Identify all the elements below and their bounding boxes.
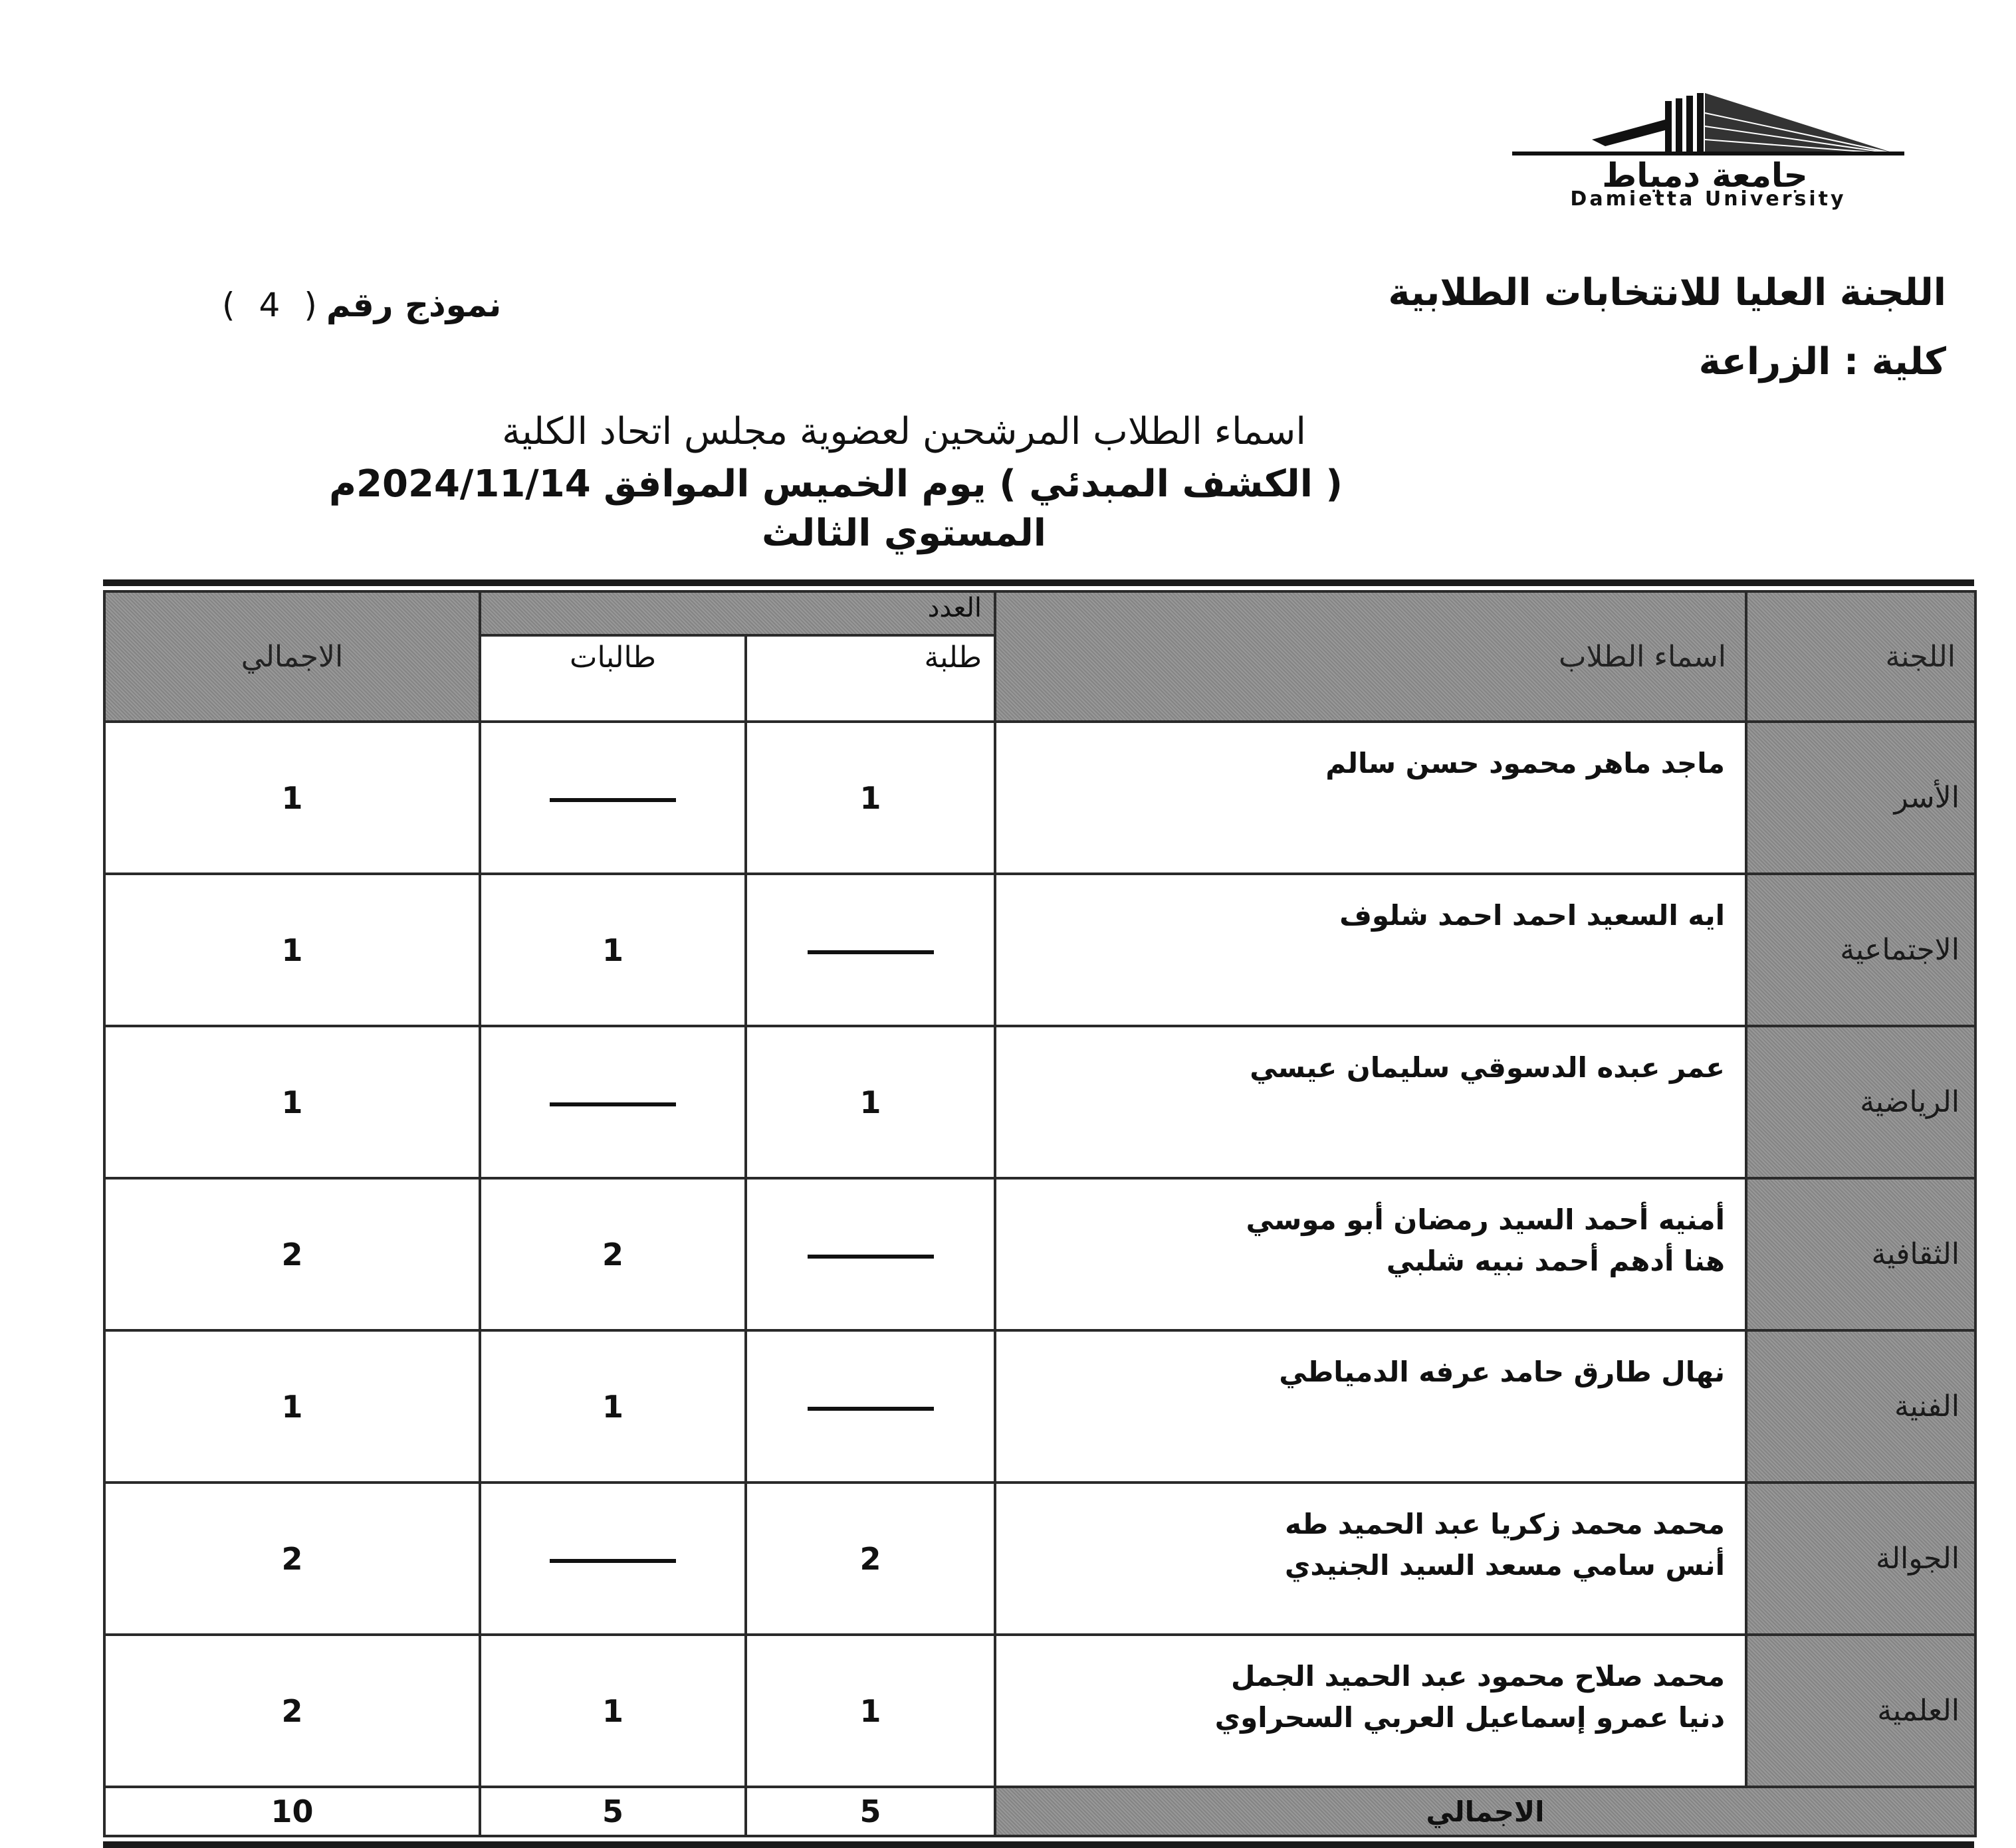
male-count: 1 [859, 1084, 881, 1120]
faculty-label: كلية [1871, 340, 1946, 383]
header-count: العدد [480, 591, 995, 635]
total-count: 1 [281, 932, 303, 968]
committee-cell: العلمية [1746, 1635, 1975, 1787]
student-name: محمد محمد زكريا عبد الحميد طه [1285, 1508, 1725, 1540]
total-count-cell [104, 722, 480, 874]
committee-title: اللجنة العليا للانتخابات الطلابية [1388, 271, 1946, 314]
student-name: محمد صلاح محمود عبد الحميد الجمل [1230, 1660, 1725, 1693]
student-name: عمر عبده الدسوقي سليمان عيسي [1250, 1051, 1725, 1084]
names-cell [995, 1330, 1746, 1483]
totals-male: 5 [746, 1787, 995, 1836]
totals-total: 10 [104, 1787, 480, 1836]
dash-placeholder [808, 1255, 934, 1259]
total-count: 1 [281, 1388, 303, 1425]
total-count-cell [104, 1178, 480, 1330]
female-count: 1 [602, 1693, 623, 1729]
total-count-cell [104, 1483, 480, 1635]
dash-placeholder [550, 798, 676, 802]
header-committee: اللجنة [1746, 591, 1975, 722]
dash-placeholder [550, 1559, 676, 1563]
title-line-3: المستوي الثالث [762, 512, 1046, 555]
male-count: 1 [859, 779, 881, 816]
female-count-cell [480, 722, 746, 874]
candidates-table [103, 590, 1977, 1837]
committee-cell: الاجتماعية [1746, 874, 1975, 1026]
committee-cell: الفنية [1746, 1330, 1975, 1483]
table-row [104, 874, 1975, 1026]
female-count-cell [480, 1483, 746, 1635]
total-count-cell [104, 874, 480, 1026]
male-count-cell [746, 874, 995, 1026]
male-count-cell [746, 1026, 995, 1178]
form-label: نموذج رقم [326, 286, 502, 324]
table-row [104, 1026, 1975, 1178]
female-count-cell [480, 874, 746, 1026]
faculty-name: الزراعة [1698, 340, 1831, 383]
form-number: 4 [259, 286, 280, 324]
header-names: اسماء الطلاب [995, 591, 1746, 722]
total-count: 1 [281, 1084, 303, 1120]
names-cell [995, 1635, 1746, 1787]
male-count-cell [746, 1330, 995, 1483]
totals-label: الاجمالي [995, 1787, 1975, 1836]
faculty-line: كلية : الزراعة [1698, 340, 1946, 383]
logo-arabic-text: جامعة دمياط [1602, 156, 1808, 195]
male-count-cell [746, 1635, 995, 1787]
table-row [104, 1635, 1975, 1787]
total-count: 2 [281, 1236, 303, 1273]
logo-english-text: Damietta University [1570, 187, 1847, 211]
document-titles [329, 405, 1343, 557]
total-count: 2 [281, 1693, 303, 1729]
names-cell [995, 1178, 1746, 1330]
committee-cell: الرياضية [1746, 1026, 1975, 1178]
committee-cell: الجوالة [1746, 1483, 1975, 1635]
building-logo-icon [1506, 93, 1911, 166]
names-cell [995, 1026, 1746, 1178]
names-cell [995, 874, 1746, 1026]
student-name: نهال طارق حامد عرفه الدمياطي [1279, 1356, 1725, 1388]
table-row [104, 1178, 1975, 1330]
header-male: طلبة [746, 635, 995, 722]
table-row [104, 722, 1975, 874]
student-name: هنا أدهم أحمد نبيه شلبي [1386, 1245, 1725, 1277]
total-count-cell [104, 1635, 480, 1787]
header-total: الاجمالي [104, 591, 480, 722]
student-name: دنيا عمرو إسماعيل العربي السحراوي [1214, 1701, 1725, 1734]
male-count-cell [746, 722, 995, 874]
student-name: ايه السعيد احمد احمد شلوف [1339, 899, 1725, 932]
female-count-cell [480, 1178, 746, 1330]
total-count-cell [104, 1026, 480, 1178]
names-cell [995, 722, 1746, 874]
table-header-row-1 [104, 591, 1975, 635]
total-count-cell [104, 1330, 480, 1483]
female-count-cell [480, 1330, 746, 1483]
male-count: 1 [859, 1693, 881, 1729]
title-line-2: ( الكشف المبدئي ) يوم الخميس الموافق 2024/11/14م [329, 462, 1343, 506]
female-count: 1 [602, 1388, 623, 1425]
female-count: 2 [602, 1236, 623, 1273]
student-name: ماجد ماهر محمود حسن سالم [1325, 747, 1725, 779]
names-cell [995, 1483, 1746, 1635]
dash-placeholder [808, 1407, 934, 1411]
dash-placeholder [550, 1102, 676, 1106]
table-row [104, 1483, 1975, 1635]
dash-placeholder [808, 950, 934, 954]
totals-female: 5 [480, 1787, 746, 1836]
total-count: 2 [281, 1540, 303, 1577]
candidates-table-wrapper [103, 579, 1974, 1848]
committee-cell: الثقافية [1746, 1178, 1975, 1330]
header-female: طالبات [480, 635, 746, 722]
male-count: 2 [859, 1540, 881, 1577]
male-count-cell [746, 1483, 995, 1635]
title-line-1: اسماء الطلاب المرشحين لعضوية مجلس اتحاد الكلية [502, 410, 1306, 453]
student-name: أنس سامي مسعد السيد الجنيدي [1284, 1549, 1725, 1582]
male-count-cell [746, 1178, 995, 1330]
student-name: أمنيه أحمد السيد رمضان أبو موسي [1246, 1203, 1725, 1236]
total-count: 1 [281, 779, 303, 816]
university-logo [1506, 93, 1911, 213]
form-number-line: نموذج رقم(4) [222, 286, 502, 324]
committee-cell: الأسر [1746, 722, 1975, 874]
totals-row [104, 1787, 1975, 1836]
table-row [104, 1330, 1975, 1483]
female-count-cell [480, 1635, 746, 1787]
female-count-cell [480, 1026, 746, 1178]
female-count: 1 [602, 932, 623, 968]
